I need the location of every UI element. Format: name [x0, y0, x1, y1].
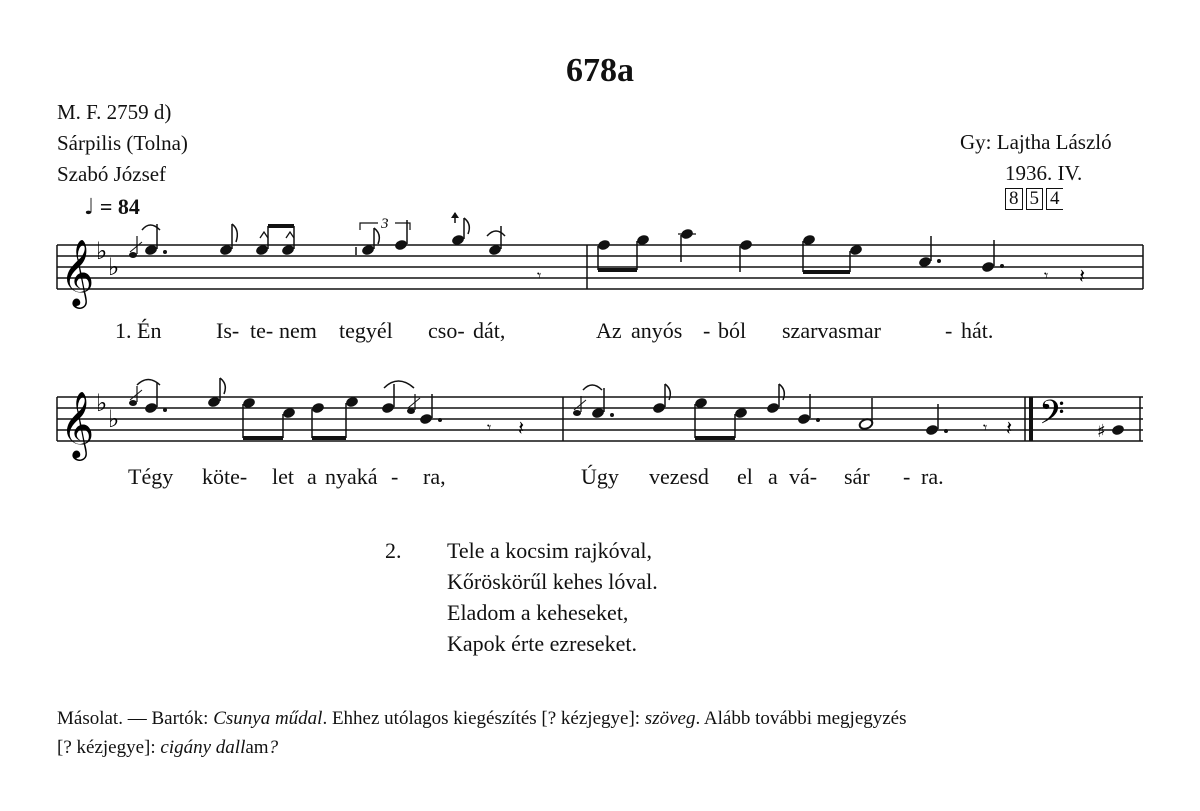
quarter-rest-icon: 𝄽: [1006, 416, 1013, 440]
final-barline: [1029, 397, 1033, 441]
syllable-box: 4: [1046, 188, 1063, 210]
collection-date: 1936. IV.: [1005, 161, 1083, 185]
footnote-text: . Alább további megjegyzés: [695, 708, 907, 729]
svg-text:♭: ♭: [96, 389, 108, 417]
quarter-note-icon: ♩: [84, 195, 95, 220]
quarter-rest-icon: 𝄽: [1079, 264, 1086, 288]
footnote-line-2: [57, 733, 907, 762]
verse-line: Tele a kocsim rajkóval,: [447, 538, 652, 563]
footnote-italic: szöveg: [644, 708, 696, 729]
song-number-title: 678a: [566, 52, 634, 89]
note: [573, 385, 614, 419]
triplet-number: 3: [381, 216, 389, 232]
lyric-syllable: Tégy: [128, 464, 174, 489]
staff-system-2: [57, 378, 1143, 461]
lyric-syllable: dát,: [473, 318, 506, 343]
verse-line: Eladom a keheseket,: [447, 600, 629, 625]
triplet-group: [356, 216, 410, 256]
sharp-icon: ♯: [1097, 421, 1106, 442]
verse-line: Kapok érte ezreseket.: [447, 631, 637, 656]
lyric-syllable: el: [737, 464, 753, 489]
note: [219, 224, 238, 256]
lyric-syllable: Úgy: [581, 464, 619, 489]
svg-text:♭: ♭: [108, 253, 120, 281]
lyric-syllable: anyós: [631, 318, 683, 343]
svg-text:♭: ♭: [108, 405, 120, 433]
lyric-syllable: nem: [279, 318, 317, 343]
note: [129, 224, 167, 258]
staff-lines: [57, 397, 1143, 441]
lyric-syllable: a: [768, 464, 778, 489]
lyric-syllable: köte-: [202, 464, 248, 489]
footnote-italic: Csunya műdal: [213, 708, 323, 729]
syllable-box: 5: [1026, 188, 1044, 210]
collection-place: Sárpilis (Tolna): [57, 131, 188, 155]
staff-system-1: [57, 212, 1143, 309]
note: [766, 384, 785, 414]
lyric-syllable: ra,: [423, 464, 446, 489]
lyric-syllable: ra.: [921, 464, 944, 489]
footnote-italic: cigány dall: [160, 737, 246, 758]
footnote: [57, 704, 907, 762]
lyric-syllable: Is-: [216, 318, 240, 343]
lyric-syllable: -: [945, 318, 953, 343]
note: [451, 212, 470, 246]
footnote-text: . Ehhez utólagos kiegészítés [? kézjegye]:: [322, 708, 645, 729]
lyric-syllable: Az: [596, 318, 622, 343]
note: [487, 226, 505, 256]
half-note: [858, 398, 873, 430]
lyric-syllable: sár: [844, 464, 870, 489]
eighth-rest-icon: 𝄾: [1044, 266, 1049, 285]
lyric-syllable: ból: [718, 318, 747, 343]
key-signature-flats: [96, 237, 119, 281]
lyric-syllable: szarvasmar: [782, 318, 881, 343]
svg-text:♭: ♭: [96, 237, 108, 265]
footnote-text: [? kézjegye]:: [57, 737, 161, 758]
lyric-syllable: hát.: [961, 318, 994, 343]
lyric-syllable: te-: [250, 318, 274, 343]
lyric-syllable: a: [307, 464, 317, 489]
verse-line: Kőröskörűl kehes lóval.: [447, 569, 658, 594]
collector-name: Gy: Lajtha László: [960, 130, 1112, 154]
stanza-2: [385, 535, 658, 659]
beamed-notes: [255, 224, 295, 256]
tempo-value: = 84: [99, 194, 140, 219]
footnote-text: am: [245, 737, 269, 758]
beamed-notes: [311, 396, 359, 440]
key-signature-flats: [96, 389, 119, 433]
note: [925, 404, 948, 436]
eighth-rest-icon: 𝄾: [537, 266, 542, 285]
catalog-number: M. F. 2759 d): [57, 100, 172, 124]
lyric-syllable: nyaká: [325, 464, 378, 489]
treble-clef-icon: 𝄞: [60, 238, 95, 306]
lyric-syllable: tegyél: [339, 318, 393, 343]
quarter-rest-icon: 𝄽: [518, 416, 525, 440]
staff-lines: [57, 245, 1143, 289]
footnote-text: Másolat. — Bartók:: [57, 708, 214, 729]
footnote-italic: ?: [268, 737, 279, 758]
performer-name: Szabó József: [57, 162, 167, 186]
eighth-rest-icon: 𝄾: [487, 418, 492, 437]
reference-note: [1111, 424, 1125, 437]
note: [797, 394, 820, 425]
lyric-syllable: -: [703, 318, 711, 343]
syllable-box: 8: [1005, 188, 1023, 210]
treble-clef-icon: 𝄞: [60, 390, 95, 458]
eighth-rest-icon: 𝄾: [983, 418, 988, 437]
lyric-syllable: vezesd: [649, 464, 709, 489]
note: [207, 378, 226, 408]
note: [652, 384, 671, 414]
lyric-syllable: cso-: [428, 318, 465, 343]
lyric-syllable: 1. Én: [115, 318, 162, 343]
lyric-syllable: let: [272, 464, 294, 489]
lyric-syllable: vá-: [789, 464, 818, 489]
stanza-number: 2.: [385, 538, 402, 563]
lyric-syllable: -: [903, 464, 911, 489]
bass-clef-icon: 𝄢: [1039, 394, 1065, 440]
footnote-line-1: [57, 704, 907, 733]
lyric-syllable: -: [391, 464, 399, 489]
beamed-notes: [802, 234, 863, 274]
note: [918, 236, 941, 268]
